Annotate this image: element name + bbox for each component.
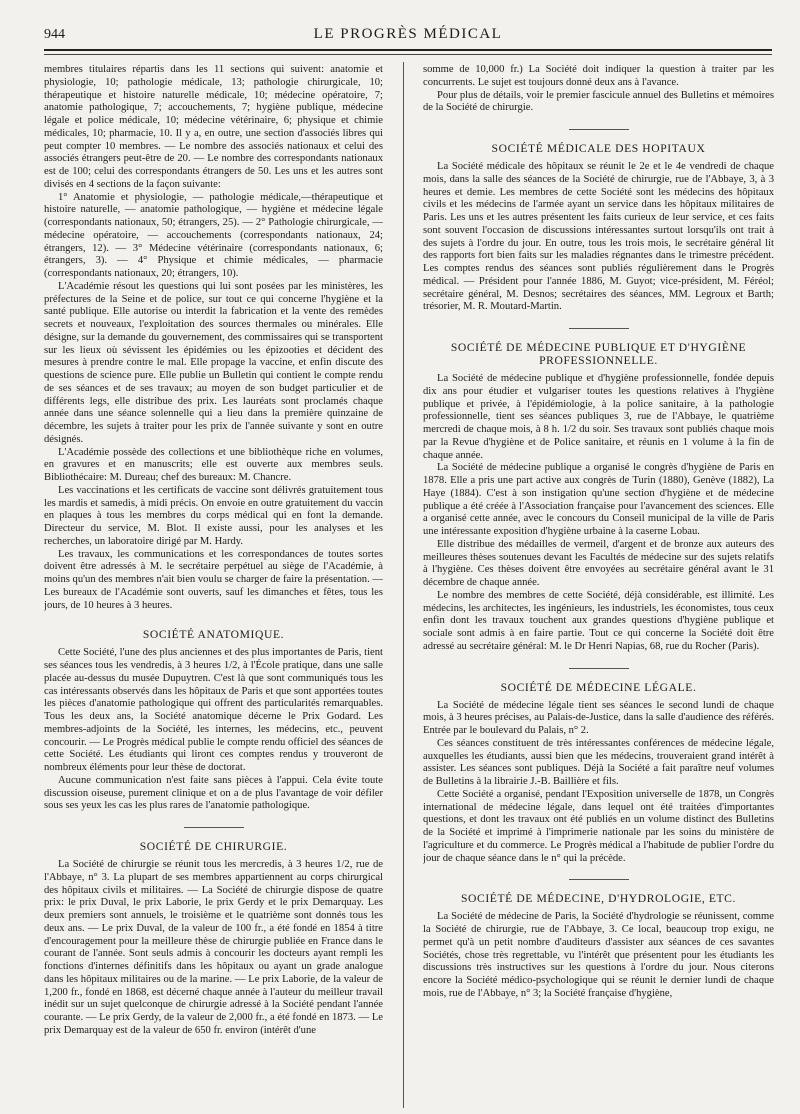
paragraph: Ces séances constituent de très intéressantes conférences de médecine légale, auxquelles les étudiants, aussi bien que les médecins, trouveraient grand intérêt à assister. Les séances sont publiques. Déjà la Société a fait paraître neuf volumes de Bulletins à la librairie J.-B. Baillière et fils. [423, 737, 774, 787]
right-column [423, 64, 774, 1104]
paragraph: La Société de médecine légale tient ses séances le second lundi de chaque mois, à 3 heures précises, au Palais-de-Justice, dans la salle d'audience des référés. Entrée par le boulevard du Palais, n° 2. [423, 699, 774, 736]
page-header [44, 26, 772, 46]
journal-title: LE PROGRÈS MÉDICAL [313, 26, 503, 42]
left-column [44, 64, 383, 1104]
paragraph: Les travaux, les communications et les correspondances de toutes sortes doivent être adressés à M. le secrétaire perpétuel au siège de l'Académie, à moins qu'un des membres n'ait bien voulu se charger de faire la présentation. — Les bureaux de l'Académie sont ouverts, sauf les dimanches et fêtes, tous les jours, de 10 heures à 3 heures. [44, 548, 383, 611]
paragraph: Pour plus de détails, voir le premier fascicule annuel des Bulletins et mémoires de la Société de chirurgie. [423, 89, 774, 114]
section-separator [569, 129, 629, 130]
section-title: SOCIÉTÉ ANATOMIQUE. [142, 628, 285, 642]
section-separator [569, 879, 629, 880]
paragraph: Cette Société, l'une des plus anciennes et des plus importantes de Paris, tient ses séances tous les vendredis, à 3 heures 1/2, à l'École pratique, dans une salle placée au-dessus du musée Dupuytren. C'est là que sont communiqués tous les cas intéressants observés dans les hôpitaux de Paris et que sont apportées toutes les pièces d'anatomie pathologique qui offrent des particularités remarquables. Tous les deux ans, la Société anatomique décerne le Prix Godard. Les membres-adjoints de la Société, les internes, les médecins, etc., peuvent concourir. — Le Progrès médical publie le compte rendu officiel des séances de cette Société. Les étudiants qui liront ces comptes rendus y trouveront de nombreux éléments pour leur thèse de doctorat. [44, 647, 383, 773]
paragraph: La Société de médecine publique et d'hygiène professionnelle, fondée depuis dix ans pour étudier et vulgariser toutes les questions relatives à l'hygiène publique et privée, à l'épidémiologie, à la police sanitaire, à la pathologie professionnelle, tient ses séances publiques 3, rue de l'Abbaye, le quatrième mercredi de chaque mois, à 8 h. 1/2 du soir. Ses travaux sont publiés chaque mois par la Revue d'hygiène et de Police sanitaire, et réunis en 1 volume à la fin de chaque année. [423, 373, 774, 461]
paragraph: Les vaccinations et les certificats de vaccine sont délivrés gratuitement tous les mardis et samedis, à midi précis. On envoie en outre gratuitement du vaccin en plaques à tous les membres du corps médical qui en font la demande. Directeur du service, M. Blot. Il existe aussi, pour les analyses et les recherches, un laboratoire dirigé par M. Hardy. [44, 484, 383, 547]
section-separator [569, 328, 629, 329]
column-divider [403, 62, 404, 1108]
paragraph: somme de 10,000 fr.) La Société doit indiquer la question à traiter par les concurrents. Le sujet est toujours donné deux ans à l'avance. [423, 64, 774, 88]
paragraph: L'Académie possède des collections et une bibliothèque riche en volumes, en gravures et en manuscrits; elle est ouverte aux membres seuls. Bibliothécaire: M. Dureau; chef des bureaux: M. Chancre. [44, 446, 383, 483]
section-title: SOCIÉTÉ DE MÉDECINE PUBLIQUE ET D'HYGIÈNE PROFESSIONNELLE. [450, 341, 747, 367]
section-title: SOCIÉTÉ DE CHIRURGIE. [139, 840, 288, 853]
section-title: SOCIÉTÉ DE MÉDECINE LÉGALE. [500, 680, 697, 694]
paragraph: L'Académie résout les questions qui lui sont posées par les ministères, les préfectures de la Seine et de police, sur tout ce qui concerne l'hygiène et la santé publique. Elle autorise ou interdit la fabrication et la vente des remèdes secrets et nouveaux, l'exploitation des sources thermales ou minérales. Elle désigne, sur la demande du gouvernement, des commissaires qui se transportent sur les lieux où sévissent les épidémies ou les épizooties et décident des mesures à prendre contre le mal. Elle propage la vaccine, et enfin discute des questions de science pure. Elle publie un Bulletin qui contient le compte rendu de ses séances et de ses travaux; au moyen de son budget particulier et de différents legs, elle distribue des prix. Les lauréats sont proclamés chaque année dans une séance solennelle qui a lieu dans la première quinzaine de décembre, les sujets à traiter pour les prix de l'année suivante y sont en outre désignés. [44, 280, 383, 445]
header-rule-thick [44, 49, 772, 51]
paragraph: La Société médicale des hôpitaux se réunit le 2e et le 4e vendredi de chaque mois, dans la salle des séances de la Société de chirurgie, rue de l'Abbaye, 3, à 3 heures et demie. Les membres de cette Société sont les médecins des hôpitaux civils et les médecins de l'armée ayant un service dans les hôpitaux militaires de Paris. Les uns et les autres présentent les faits curieux de leur service, et ces faits sont souvent l'occasion de discussions intéressantes surtout lorsqu'ils ont trait à des sujets à l'ordre du jour. En outre, tous les trois mois, le secrétaire général lit des rapports fort bien faits sur les maladies régnantes dans le trimestre précédent. Les comptes rendus des séances sont publiés régulièrement dans le Progrès médical. — Président pour l'année 1886, M. Guyot; vice-président, M. Féréol; secrétaire général, M. Desnos; secrétaires des séances, MM. Legroux et Barth; trésorier, M. R. Moutard-Martin. [423, 161, 774, 313]
section-title: SOCIÉTÉ DE MÉDECINE, D'HYDROLOGIE, ETC. [460, 892, 737, 906]
paragraph: membres titulaires répartis dans les 11 sections qui suivent: anatomie et physiologie, 10; pathologie médicale, 13; pathologie chirurgicale, 10; thérapeutique et histoire naturelle médicale, 10; médecine opératoire, 7; anatomie pathologique, 7; accouchements, 7; hygiène publique, médecine légale et police médicale, 10; médecine vétérinaire, 6; physique et chimie médicales, 10; pharmacie, 10. Il y a, en outre, une section d'associés libres qui peut compter 10 membres. — Le nombre des associés nationaux et celui des associés étrangers peut-être de 20. — Le nombre des correspondants nationaux est de 100; celui des correspondants étrangers de 50. Les uns et les autres sont divisés en 4 sections de la façon suivante: [44, 64, 383, 190]
paragraph: La Société de chirurgie se réunit tous les mercredis, à 3 heures 1/2, rue de l'Abbaye, n° 3. La plupart de ses membres appartiennent au corps chirurgical des hôpitaux civils et militaires. — La Société de chirurgie dispose de quatre prix: le prix Duval, le prix Laborie, le prix Gerdy et le prix Demarquay. Les deux premiers sont annuels, le troisième et le quatrième sont donnés tous les deux ans. — Le prix Duval, de la valeur de 100 fr., a été fondé en 1854 à titre d'encouragement pour la meilleure thèse de chirurgie publiée en France dans le courant de l'année. Sont seuls admis à concourir les docteurs ayant rempli les fonctions d'internes définitifs dans les hôpitaux ou ayant un grade analogue dans les hôpitaux militaires ou de la marine. — Le prix Laborie, de la valeur de 1,200 fr., fondé en 1868, est décerné chaque année à l'auteur du meilleur travail inédit sur un sujet quelconque de chirurgie adressé à la Société pendant l'année courante. — Le prix Gerdy, de la valeur de 2,000 fr., a été fondé en 1873. — Le prix Demarquay est de la valeur de 650 fr. environ (intérêt d'une [44, 859, 383, 1036]
section-separator [184, 827, 244, 828]
paragraph: La Société de médecine de Paris, la Société d'hydrologie se réunissent, comme la Société de chirurgie, rue de l'Abbaye, 3. Ce local, beaucoup trop exigu, ne permet qu'à un petit nombre d'auditeurs d'assister aux séances de ces savantes Sociétés, chose très regrettable, vu l'intérêt que présentent pour les étudiants les discussions très instructives sur les questions à l'ordre du jour. Nous citerons encore la Société médico-psychologique qui se réunit le dernier lundi de chaque mois, rue de l'Abbaye, n° 3; la Société française d'hygiène, [423, 911, 774, 999]
paragraph: 1° Anatomie et physiologie, — pathologie médicale,—thérapeutique et histoire naturelle, — anatomie pathologique, — hygiène et médecine légale (correspondants nationaux, 50; étrangers, 25). — 2° Pathologie chirurgicale, — médecine opératoire, — accouchements (correspondants nationaux, 24; étrangers, 12). — 3° Médecine vétérinaire (correspondants nationaux, 6; étrangers, 3). — 4° Physique et chimie médicales, — pharmacie (correspondants nationaux, 20; étrangers, 10). [44, 191, 383, 279]
header-rule-thin [44, 54, 772, 55]
paragraph: La Société de médecine publique a organisé le congrès d'hygiène de Paris en 1878. Elle a pris une part active aux congrès de Turin (1880), Genève (1882), La Haye (1884). C'est à son instigation qu'une section d'hygiène et de médecine publique a été créée à l'Association française pour l'avancement des sciences. Elle a organisé cette année, avec le concours du Conseil municipal de la ville de Paris une intéressante exposition d'hygiène urbaine à la caserne Lobau. [423, 462, 774, 537]
section-title: SOCIÉTÉ MÉDICALE DES HOPITAUX [491, 142, 706, 155]
paragraph: Aucune communication n'est faite sans pièces à l'appui. Cela évite toute discussion oiseuse, purement clinique et on a de plus l'avantage de voir défiler sous ses yeux les cas les plus rares de l'anatomie pathologique. [44, 774, 383, 812]
paragraph: Elle distribue des médailles de vermeil, d'argent et de bronze aux auteurs des meilleures thèses soutenues devant les Facultés de médecine sur des sujets relatifs à l'hygiène. Ces thèses doivent être envoyées au secrétaire général avant le 31 décembre de chaque année. [423, 538, 774, 588]
section-separator [569, 668, 629, 669]
page-number: 944 [44, 27, 65, 42]
paragraph: Le nombre des membres de cette Société, déjà considérable, est illimité. Les médecins, les architectes, les ingénieurs, les industriels, les économistes, tous ceux enfin dont les travaux touchent aux grandes questions d'hygiène publique et sociale sont admis à en faire partie. Tout ce qui concerne la Société doit être adressé au secrétaire général: M. le Dr Henri Napias, 68, rue du Rocher (Paris). [423, 589, 774, 652]
paragraph: Cette Société a organisé, pendant l'Exposition universelle de 1878, un Congrès international de médecine légale, dans lequel ont été traitées d'importantes questions, et dont les travaux ont été publiés en un volume distinct des Bulletins de la Société et imprimé à l'imprimerie nationale par les soins du ministère de l'agriculture et du commerce. Le Progrès médical a l'habitude de publier l'ordre du jour de chaque séance dans le n° qui la précède. [423, 788, 774, 864]
